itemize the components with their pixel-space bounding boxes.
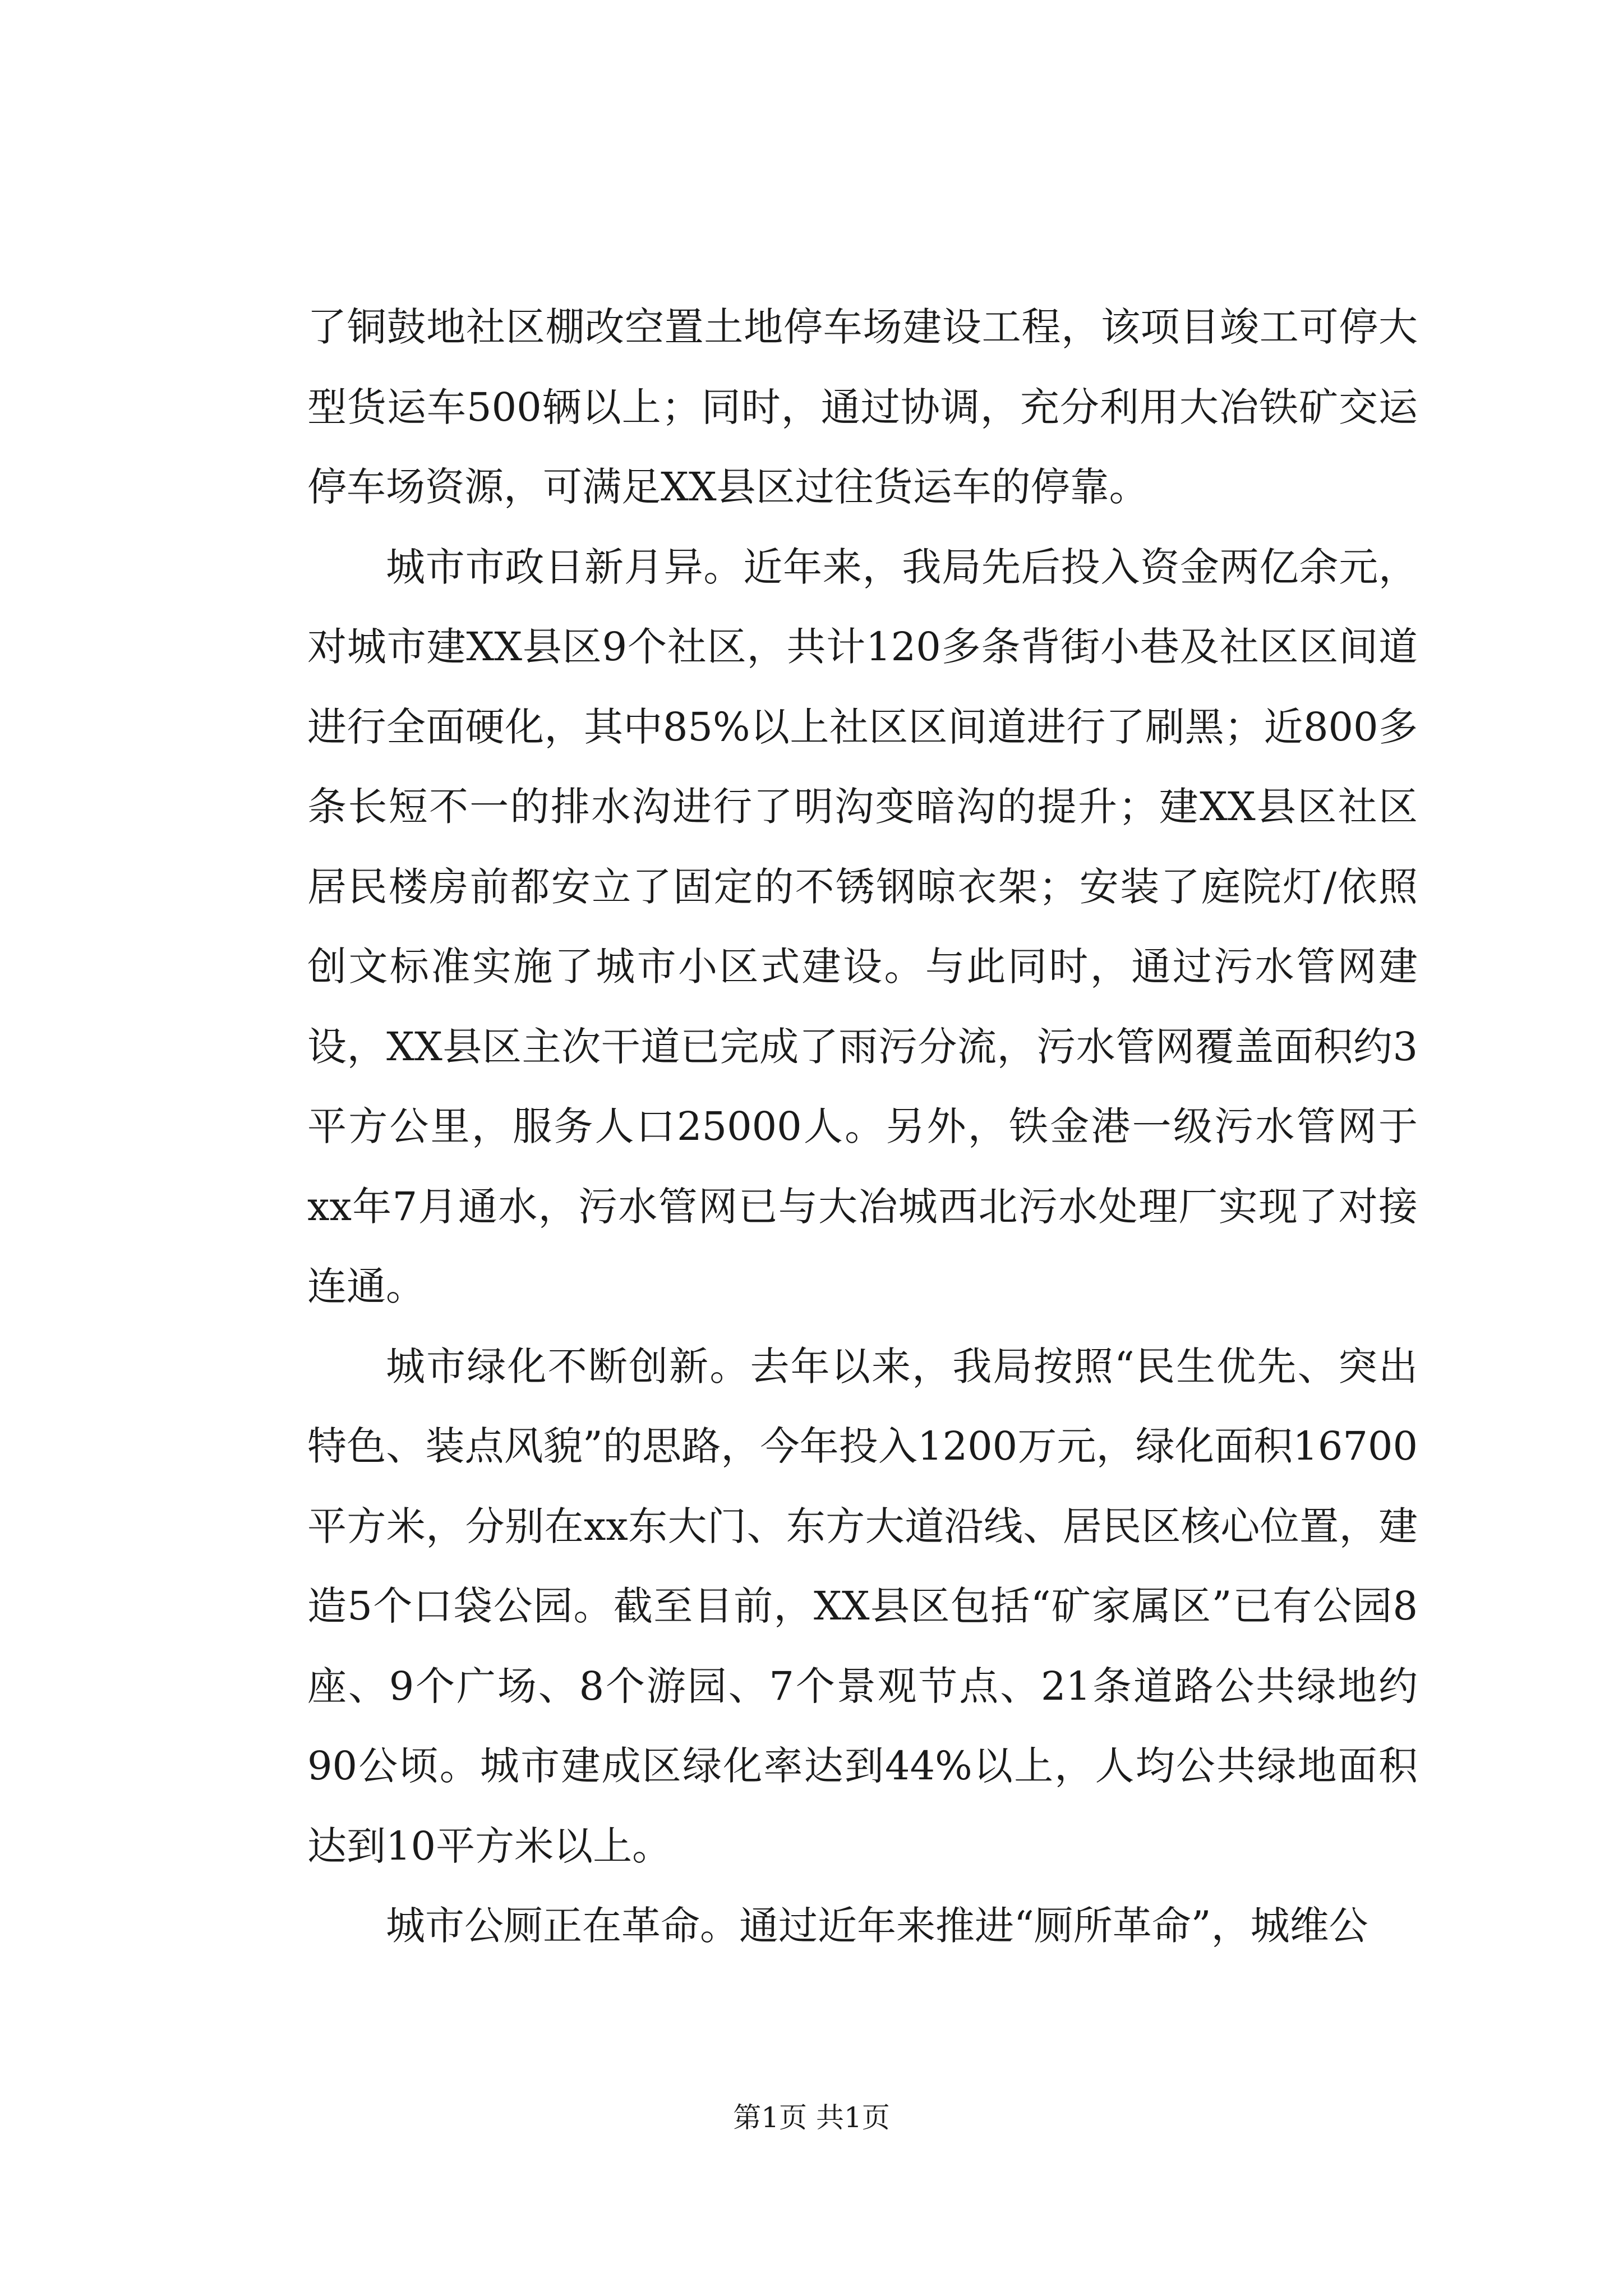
paragraph-continuation: 了铜鼓地社区棚改空置土地停车场建设工程，该项目竣工可停大型货运车500辆以上；同时，通过协调，充分利用大冶铁矿交运停车场资源，可满足XX县区过往货运车的停靠。 <box>307 304 1418 510</box>
paragraph-toilets: 城市公厕正在革命。通过近年来推进“厕所革命”，城维公 <box>386 1903 1368 1949</box>
paragraph-municipal: 城市市政日新月异。近年来，我局先后投入资金两亿余元，对城市建XX县区9个社区，共计120多条背街小巷及社区区间道进行全面硬化，其中85%以上社区区间道进行了刷黑；近800多条长短不一的排水沟进行了明沟变暗沟的提升；建XX县区社区居民楼房前都安立了固定的不锈钢晾衣架；安装了庭院灯/依照创文标准实施了城市小区式建设。与此同时，通过污水管网建设，XX县区主次干道已完成了雨污分流，污水管网覆盖面积约3平方公里，服务人口25000人。另外，铁金港一级污水管网于xx年7月通水，污水管网已与大冶城西北污水处理厂实现了对接连通。 <box>307 544 1418 1309</box>
page-footer: 第1页 共1页 <box>733 2101 890 2134</box>
paragraph-greening: 城市绿化不断创新。去年以来，我局按照“民生优先、突出特色、装点风貌”的思路，今年投入1200万元，绿化面积16700平方米，分别在xx东大门、东方大道沿线、居民区核心位置，建造5个口袋公园。截至目前，XX县区包括“矿家属区”已有公园8座、9个广场、8个游园、7个景观节点、21条道路公共绿地约90公顷。城市建成区绿化率达到44%以上，人均公共绿地面积达到10平方米以上。 <box>307 1343 1418 1869</box>
document-body <box>307 287 1418 1966</box>
